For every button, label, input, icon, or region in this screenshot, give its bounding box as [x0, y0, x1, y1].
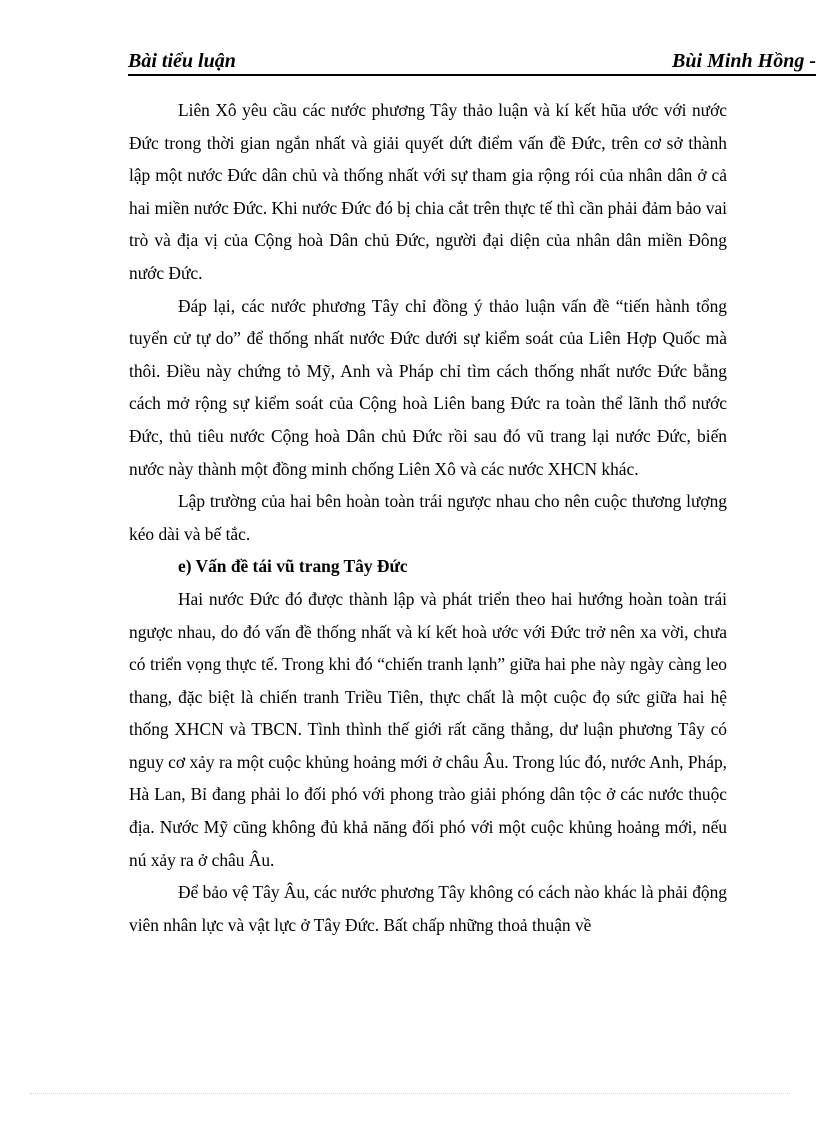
paragraph: Lập trường của hai bên hoàn toàn trái ngược nhau cho nên cuộc thương lượng kéo dài và bế tắc.	[129, 491, 727, 544]
paragraph: Đáp lại, các nước phương Tây chỉ đồng ý thảo luận vấn đề “tiến hành tổng tuyển cử tự do” để thống nhất nước Đức dưới sự kiểm soát của Liên Hợp Quốc mà thôi. Điều này chứng tỏ Mỹ, Anh và Pháp chỉ tìm cách thống nhất nước Đức bằng cách mở rộng sự kiểm soát của Cộng hoà Liên bang Đức ra toàn thể lãnh thổ nước Đức, thủ tiêu nước Cộng hoà Dân chủ Đức rồi sau đó vũ trang lại nước Đức, biến nước này thành một đồng minh chống Liên Xô và các nước XHCN khác.	[129, 295, 727, 479]
section-heading: e) Vấn đề tái vũ trang Tây Đức	[178, 556, 408, 577]
header-author: Bùi Minh Hồng -	[672, 50, 816, 72]
header-title: Bài tiểu luận	[128, 50, 236, 72]
paragraph: Liên Xô yêu cầu các nước phương Tây thảo luận và kí kết hũa ước với nước Đức trong thời gian ngắn nhất và giải quyết dứt điểm vấn đề Đức, trên cơ sở thành lập một nước Đức dân chủ và thống nhất với sự tham gia rộng rói của nhân dân ở cả hai miền nước Đức. Khi nước Đức đó bị chia cắt trên thực tế thì cần phải đảm bảo vai trò và địa vị của Cộng hoà Dân chủ Đức, người đại diện của nhân dân miền Đông nước Đức.	[129, 100, 727, 283]
page-header	[128, 48, 816, 76]
footer-divider	[30, 1093, 790, 1094]
paragraph: Để bảo vệ Tây Âu, các nước phương Tây không có cách nào khác là phải động viên nhân lực và vật lực ở Tây Đức. Bất chấp những thoả thuận về	[129, 882, 727, 935]
document-body	[129, 94, 727, 941]
paragraph: Hai nước Đức đó được thành lập và phát triển theo hai hướng hoàn toàn trái ngược nhau, do đó vấn đề thống nhất và kí kết hoà ước với Đức trở nên xa vời, chưa có triển vọng thực tế. Trong khi đó “chiến tranh lạnh” giữa hai phe này ngày càng leo thang, đặc biệt là chiến tranh Triều Tiên, thực chất là một cuộc đọ sức giữa hai hệ thống XHCN và TBCN. Tình thình thế giới rất căng thẳng, dư luận phương Tây có nguy cơ xảy ra một cuộc khủng hoảng mới ở châu Âu. Trong lúc đó, nước Anh, Pháp, Hà Lan, Bỉ đang phải lo đối phó với phong trào giải phóng dân tộc ở các nước thuộc địa. Nước Mỹ cũng không đủ khả năng đối phó với một cuộc khủng hoảng mới, nếu nú xảy ra ở châu Âu.	[129, 588, 727, 870]
